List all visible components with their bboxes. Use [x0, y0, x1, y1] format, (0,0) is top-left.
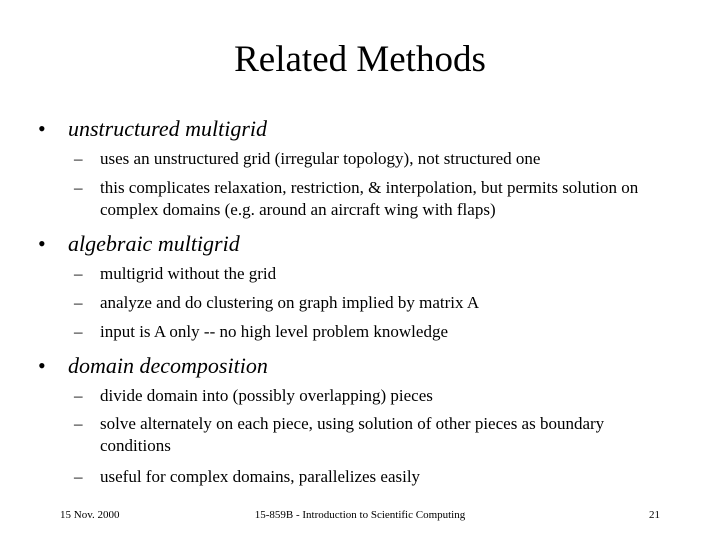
dash-marker: – [74, 264, 83, 283]
dash-marker: – [74, 467, 83, 486]
sub-item [74, 321, 674, 343]
footer-page-number: 21 [649, 509, 660, 521]
sub-item-text: uses an unstructured grid (irregular topology), not structured one [100, 149, 541, 168]
dash-marker: – [74, 293, 83, 312]
dash-marker: – [74, 322, 83, 341]
sub-item-text: divide domain into (possibly overlapping) pieces [100, 386, 433, 405]
sub-item [74, 177, 674, 221]
section-heading-text: domain decomposition [68, 353, 268, 378]
sub-item [74, 413, 674, 457]
bullet-dot: • [38, 353, 46, 378]
slide-title: Related Methods [234, 39, 486, 80]
section-heading-text: unstructured multigrid [68, 116, 268, 141]
dash-marker: – [74, 178, 83, 197]
sub-item [74, 466, 674, 488]
sub-item-text: solve alternately on each piece, using solution of other pieces as boundary conditions [100, 414, 605, 455]
sub-item-text: multigrid without the grid [100, 264, 277, 283]
sub-item-text: analyze and do clustering on graph implied by matrix A [100, 293, 480, 312]
sub-item [74, 263, 674, 285]
dash-marker: – [74, 149, 83, 168]
dash-marker: – [74, 414, 83, 433]
sub-item [74, 292, 674, 314]
section-heading-text: algebraic multigrid [68, 231, 240, 256]
sub-item-text: useful for complex domains, parallelizes easily [100, 467, 421, 486]
dash-marker: – [74, 386, 83, 405]
footer-date: 15 Nov. 2000 [60, 509, 120, 521]
sub-item [74, 148, 674, 170]
footer-course: 15-859B - Introduction to Scientific Computing [254, 509, 466, 521]
bullet-dot: • [38, 116, 46, 141]
sub-item [74, 385, 674, 407]
bullet-dot: • [38, 231, 46, 256]
sub-item-text: this complicates relaxation, restriction, & interpolation, but permits solution on complex domains (e.g. around an aircraft wing with flaps) [100, 178, 639, 219]
sub-item-text: input is A only -- no high level problem knowledge [100, 322, 448, 341]
